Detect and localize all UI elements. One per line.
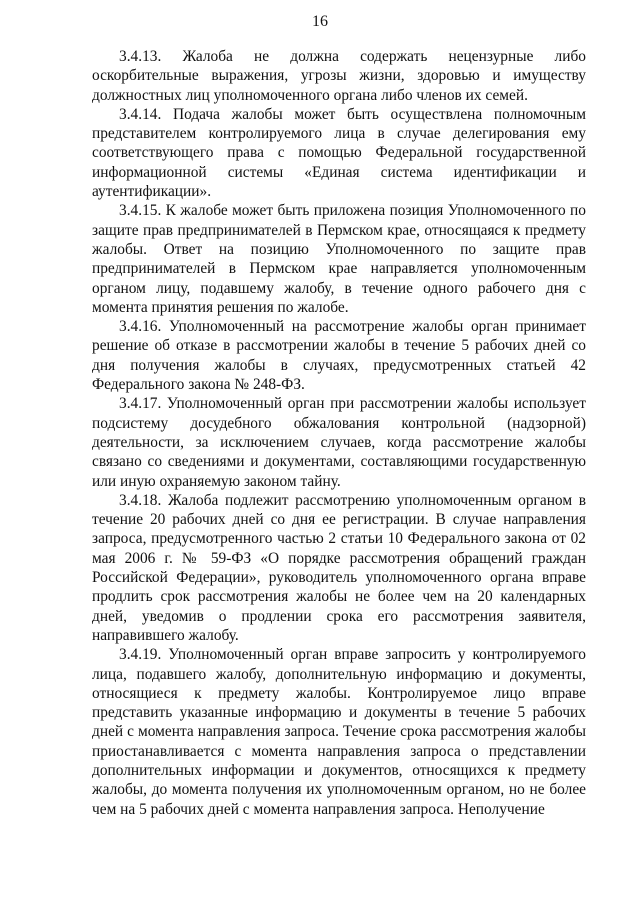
paragraph-3-4-15: 3.4.15. К жалобе может быть приложена позиция Уполномоченного по защите прав предпринимателей в Пермском крае, относящаяся к предмету жалобы. Ответ на позицию Уполномоченного по защите прав предпринимателей в Пермском крае направляется уполномоченным органом лицу, подавшему жалобу, в течение одного рабочего дня с момента принятия решения по жалобе. bbox=[92, 202, 586, 316]
paragraph-3-4-14: 3.4.14. Подача жалобы может быть осуществлена полномочным представителем контролируемого лица в случае делегирования ему соответствующего права с помощью Федеральной государственной информационной системы «Единая система идентификации и аутентификации». bbox=[92, 105, 586, 201]
page-number: 16 bbox=[312, 13, 328, 30]
paragraph-3-4-16: 3.4.16. Уполномоченный на рассмотрение жалобы орган принимает решение об отказе в рассмотрении жалобы в течение 5 рабочих дней со дня получения жалобы в случаях, предусмотренных статьей 42 Федерального закона № 248-ФЗ. bbox=[92, 318, 586, 394]
paragraph-3-4-13: 3.4.13. Жалоба не должна содержать нецензурные либо оскорбительные выражения, угрозы жизни, здоровью и имуществу должностных лиц уполномоченного органа либо членов их семей. bbox=[92, 48, 586, 104]
document-body bbox=[92, 47, 586, 819]
paragraph-3-4-17: 3.4.17. Уполномоченный орган при рассмотрении жалобы использует подсистему досудебного обжалования контрольной (надзорной) деятельности, за исключением случаев, когда рассмотрение жалобы связано со сведениями и документами, составляющими государственную или иную охраняемую законом тайну. bbox=[92, 395, 586, 490]
paragraph-3-4-18: 3.4.18. Жалоба подлежит рассмотрению уполномоченным органом в течение 20 рабочих дней со дня ее регистрации. В случае направления запроса, предусмотренного частью 2 статьи 10 Федерального закона от 02 мая 2006 г. № 59-ФЗ «О порядке рассмотрения обращений граждан Российской Федерации», руководитель уполномоченного органа вправе продлить срок рассмотрения жалобы не более чем на 20 календарных дней, уведомив о продлении срока его рассмотрения заявителя, направившего жалобу. bbox=[92, 491, 586, 644]
paragraph-3-4-19: 3.4.19. Уполномоченный орган вправе запросить у контролируемого лица, подавшего жалобу, дополнительную информацию и документы, относящиеся к предмету жалобы. Контролируемое лицо вправе представить указанные информацию и документы в течение 5 рабочих дней с момента направления запроса. Течение срока рассмотрения жалобы приостанавливается с момента направления запроса о представлении дополнительных информации и документов, относящихся к предмету жалобы, до момента получения их уполномоченным органом, но не более чем на 5 рабочих дней с момента направления запроса. Неполучение bbox=[92, 646, 586, 818]
